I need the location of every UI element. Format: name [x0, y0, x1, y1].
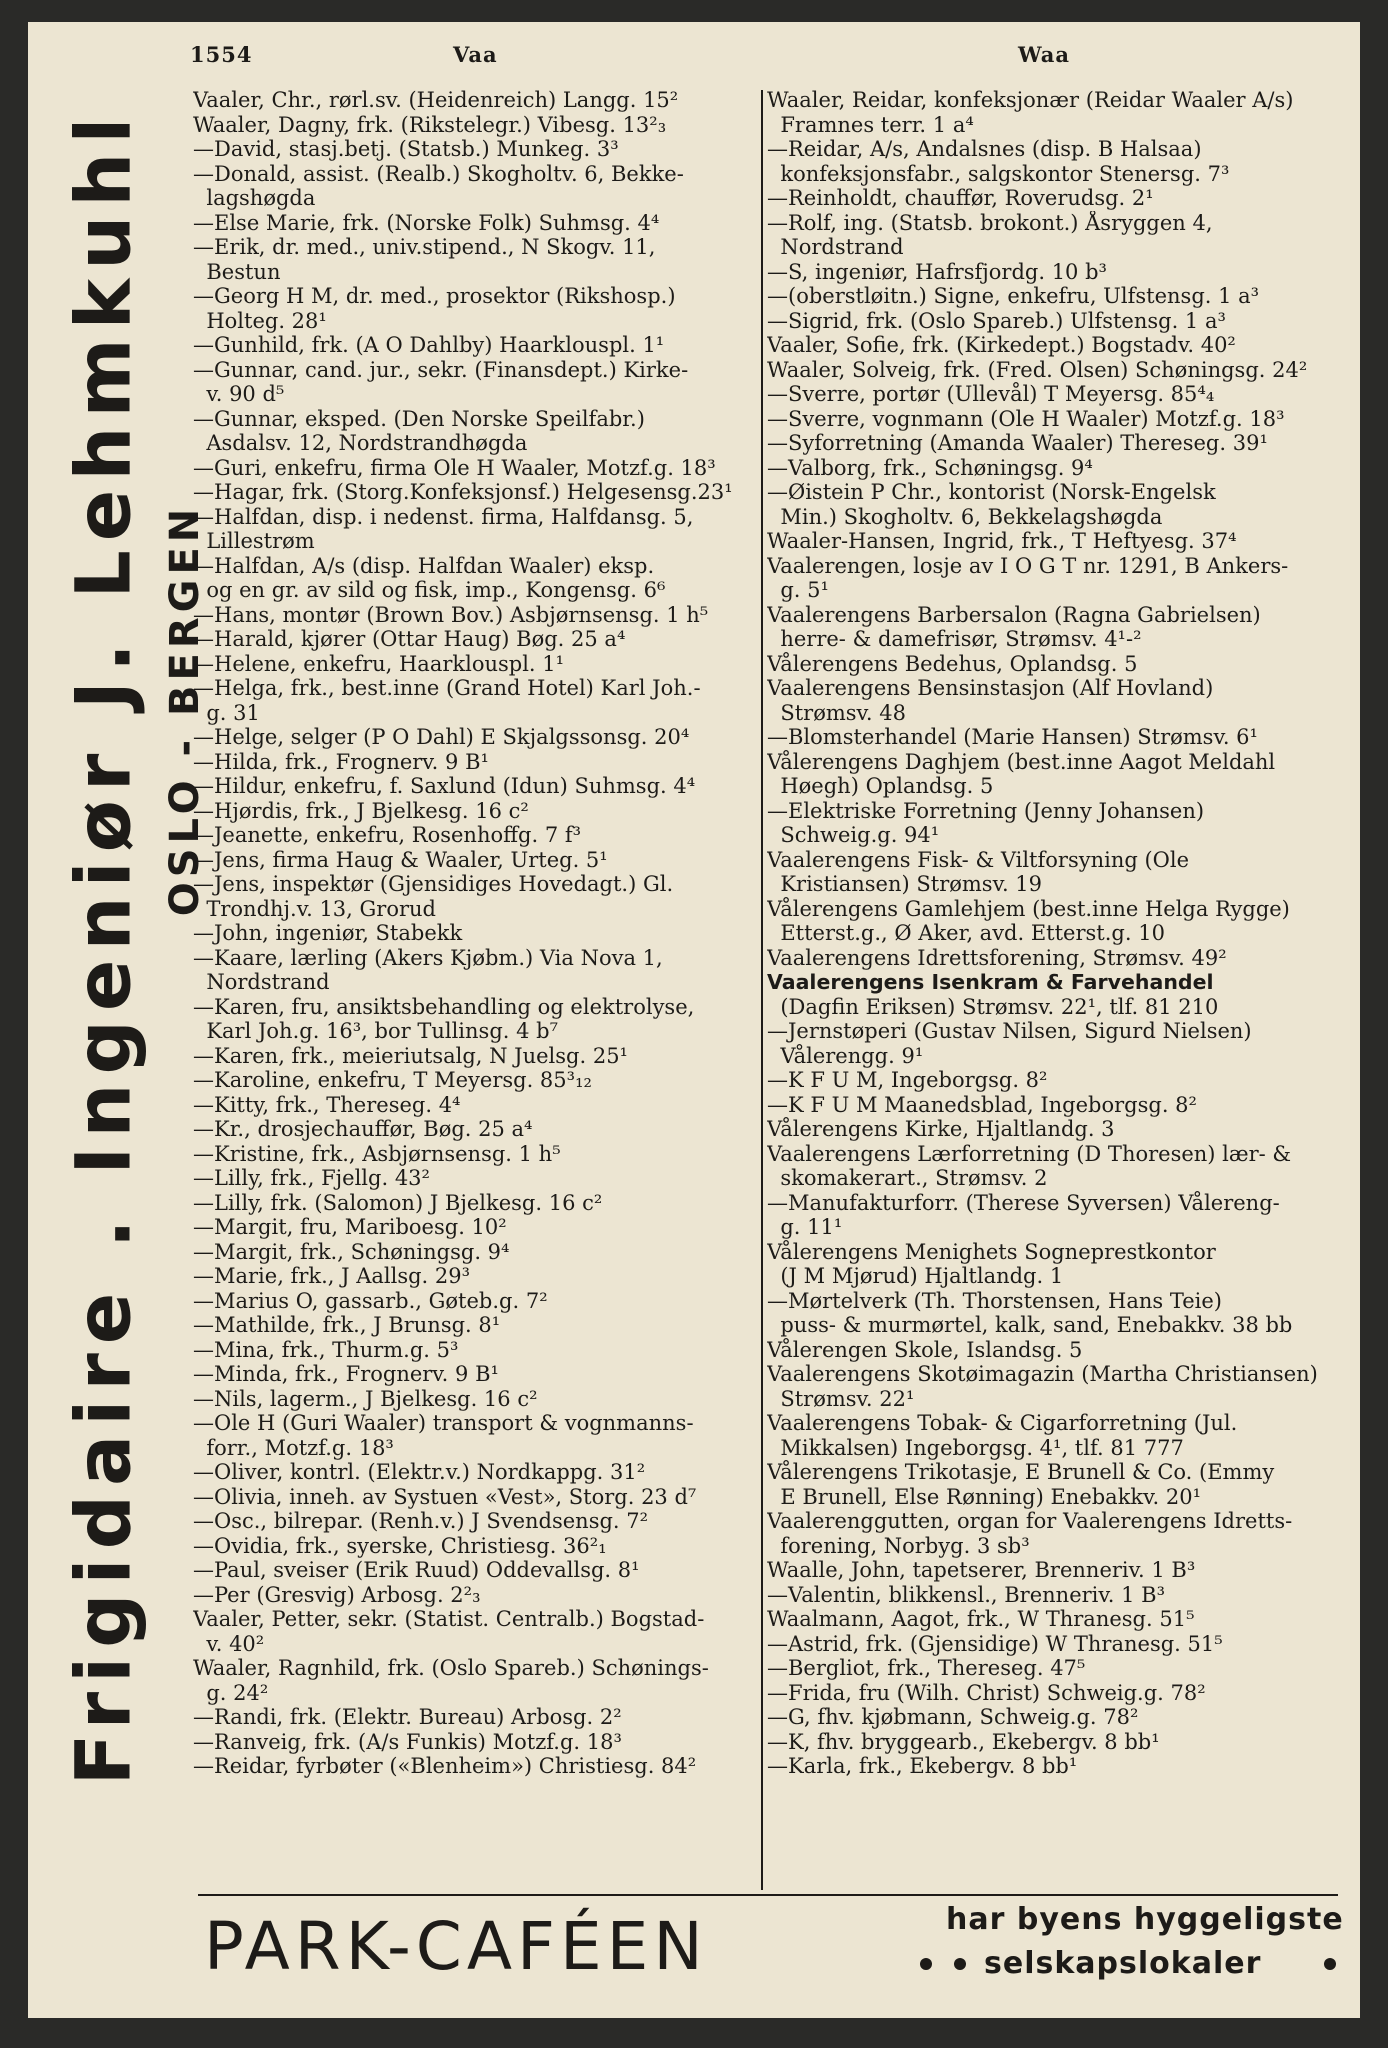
directory-entry: —Jeanette, enkefru, Rosenhoffg. 7 f³	[193, 823, 582, 847]
directory-entry: Vaalerengens Skotøimagazin (Martha Christiansen)	[767, 1362, 1318, 1386]
directory-entry: Nordstrand	[193, 970, 330, 994]
directory-entry: —Kristine, frk., Asbjørnsensg. 1 h⁵	[193, 1141, 561, 1166]
directory-entry: —Øistein P Chr., kontorist (Norsk-Engelsk	[767, 480, 1216, 504]
directory-entry: —Frida, fru (Wilh. Christ) Schweig.g. 78²	[767, 1680, 1206, 1705]
directory-entry: —Sigrid, frk. (Oslo Spareb.) Ulfstensg. 1 a³	[767, 308, 1226, 333]
directory-entry: —Marie, frk., J Aallsg. 29³	[193, 1264, 471, 1288]
directory-entry: —(oberstløitn.) Signe, enkefru, Ulfstensg. 1 a³	[767, 284, 1260, 308]
directory-entry: —Valborg, frk., Schøningsg. 9⁴	[767, 455, 1093, 480]
sidebar-sub-text: OSLO - BERGEN	[162, 504, 208, 917]
directory-entry: —Lilly, frk. (Salomon) J Bjelkesg. 16 c²	[193, 1190, 603, 1215]
directory-entry: Waaler, Reidar, konfeksjonær (Reidar Waaler A/s)	[767, 88, 1294, 112]
directory-entry: —Karoline, enkefru, T Meyersg. 85³₁₂	[193, 1068, 592, 1092]
directory-entry: Vålerengens Gamlehjem (best.inne Helga Rygge)	[767, 896, 1290, 921]
directory-entry: —Mathilde, frk., J Brunsg. 8¹	[193, 1313, 501, 1337]
directory-entry: —Hilda, frk., Frognerv. 9 B¹	[193, 749, 489, 774]
directory-entry: —Jens, firma Haug & Waaler, Urteg. 5¹	[193, 847, 608, 872]
directory-entry: —Hildur, enkefru, f. Saxlund (Idun) Suhmsg. 4⁴	[193, 774, 696, 798]
directory-entry: Vaalerengens Barbersalon (Ragna Gabrielsen)	[767, 602, 1261, 627]
directory-entry: —Oliver, kontrl. (Elektr.v.) Nordkappg. 31²	[193, 1460, 646, 1484]
directory-entry: —Harald, kjører (Ottar Haug) Bøg. 25 a⁴	[193, 627, 626, 651]
advert-divider	[198, 1894, 1338, 1896]
directory-entry: —Kaare, lærling (Akers Kjøbm.) Via Nova 1,	[193, 945, 663, 970]
directory-entry: —Syforretning (Amanda Waaler) Thereseg. 39¹	[767, 431, 1268, 455]
directory-entry: —Ovidia, frk., syerske, Christiesg. 36²₁	[193, 1533, 607, 1558]
directory-entry: —Jens, inspektør (Gjensidiges Hovedagt.) Gl.	[193, 872, 674, 896]
directory-entry: E Brunell, Else Rønning) Enebakkv. 20¹	[767, 1484, 1202, 1509]
directory-entry: —Mørtelverk (Th. Thorstensen, Hans Teie)	[767, 1288, 1222, 1313]
directory-entry: Bestun	[193, 259, 281, 284]
directory-entry: Vaalerenggutten, organ for Vaalerengens Idretts-	[767, 1509, 1293, 1533]
directory-entry: Vaaler, Chr., rørl.sv. (Heidenreich) Langg. 15²	[193, 88, 679, 112]
directory-entry: g. 31	[193, 700, 260, 725]
directory-entry: —Reidar, fyrbøter («Blenheim») Christiesg. 84²	[193, 1754, 697, 1778]
directory-entry: Waalle, John, tapetserer, Brenneriv. 1 B³	[767, 1558, 1196, 1582]
directory-entry: Vålerengens Bedehus, Oplandsg. 5	[767, 651, 1138, 676]
directory-entry: Høegh) Oplandsg. 5	[767, 774, 994, 798]
directory-entry: g. 11¹	[767, 1215, 843, 1239]
directory-entry: —Minda, frk., Frognerv. 9 B¹	[193, 1362, 499, 1386]
directory-entry: Vaaler, Petter, sekr. (Statist. Centralb.) Bogstad-	[193, 1607, 705, 1631]
directory-entry: —Else Marie, frk. (Norske Folk) Suhmsg. 4⁴	[193, 210, 660, 235]
directory-entry: Mikkalsen) Ingeborgsg. 4¹, tlf. 81 777	[767, 1435, 1184, 1460]
directory-entry: —Marius O, gassarb., Gøteb.g. 7²	[193, 1288, 548, 1313]
directory-entry: —Karla, frk., Ekebergv. 8 bb¹	[767, 1754, 1078, 1778]
left-column-title: Vaa	[453, 42, 498, 67]
directory-entry: —Astrid, frk. (Gjensidige) W Thranesg. 51⁵	[767, 1631, 1223, 1656]
directory-entry: —David, stasj.betj. (Statsb.) Munkeg. 3³	[193, 137, 619, 161]
directory-entry: Asdalsv. 12, Nordstrandhøgda	[193, 431, 528, 455]
directory-entry: konfeksjonsfabr., salgskontor Stenersg. 7³	[767, 161, 1230, 186]
directory-entry: —Nils, lagerm., J Bjelkesg. 16 c²	[193, 1386, 538, 1411]
directory-entry: —Lilly, frk., Fjellg. 43²	[193, 1166, 430, 1190]
directory-entry: Vålerengen Skole, Islandsg. 5	[767, 1337, 1083, 1362]
directory-entry: —Manufakturforr. (Therese Syversen) Vålereng-	[767, 1190, 1280, 1215]
directory-entry: Waaler-Hansen, Ingrid, frk., T Heftyesg. 37⁴	[767, 529, 1237, 553]
directory-entry: Nordstrand	[767, 235, 904, 259]
directory-entry: —Ole H (Guri Waaler) transport & vognmanns-	[193, 1411, 694, 1435]
advert-bullet	[1324, 1958, 1336, 1970]
directory-entry: Trondhj.v. 13, Grorud	[193, 896, 436, 921]
directory-entry: —Reinholdt, chauffør, Roverudsg. 2¹	[767, 186, 1154, 210]
directory-entry: Vaalerengens Idrettsforening, Strømsv. 49²	[767, 945, 1227, 970]
directory-entry: —Hjørdis, frk., J Bjelkesg. 16 c²	[193, 798, 529, 823]
directory-entry: lagshøgda	[193, 186, 316, 210]
directory-entry: Vaalerengen, losje av I O G T nr. 1291, B Ankers-	[767, 553, 1289, 578]
directory-entry: —Halfdan, A/s (disp. Halfdan Waaler) eksp.	[193, 553, 655, 578]
directory-entry: Vålerengens Kirke, Hjaltlandg. 3	[767, 1117, 1115, 1141]
directory-entry: —Hans, montør (Brown Bov.) Asbjørnsensg. 1 h⁵	[193, 602, 709, 627]
directory-entry: Vålerengens Daghjem (best.inne Aagot Meldahl	[767, 749, 1276, 774]
directory-entry: v. 40²	[193, 1631, 265, 1656]
directory-entry: g. 24²	[193, 1680, 269, 1705]
directory-entry: forr., Motzf.g. 18³	[193, 1435, 394, 1460]
directory-entry: Etterst.g., Ø Aker, avd. Etterst.g. 10	[767, 921, 1165, 945]
directory-entry: —Guri, enkefru, firma Ole H Waaler, Motzf.g. 18³	[193, 455, 716, 480]
directory-entry: Vaalerengens Bensinstasjon (Alf Hovland)	[767, 676, 1214, 700]
directory-entry: —Georg H M, dr. med., prosektor (Rikshosp.)	[193, 284, 676, 308]
directory-entry: —John, ingeniør, Stabekk	[193, 921, 463, 945]
directory-entry: —Mina, frk., Thurm.g. 5³	[193, 1337, 459, 1362]
left-column	[193, 88, 763, 1779]
directory-entry: —Elektriske Forretning (Jenny Johansen)	[767, 798, 1205, 823]
directory-entry: Vålerengg. 9¹	[767, 1043, 924, 1068]
directory-entry: —K F U M Maanedsblad, Ingeborgsg. 8²	[767, 1092, 1197, 1117]
advert-bullet	[920, 1958, 932, 1970]
directory-entry: —Karen, frk., meieriutsalg, N Juelsg. 25¹	[193, 1043, 628, 1068]
directory-entry: —Reidar, A/s, Andalsnes (disp. B Halsaa)	[767, 137, 1202, 161]
directory-entry: forening, Norbyg. 3 sb³	[767, 1533, 1030, 1558]
directory-entry: Schweig.g. 94¹	[767, 823, 940, 847]
directory-entry: —Ranveig, frk. (A/s Funkis) Motzf.g. 18³	[193, 1729, 622, 1754]
directory-entry: —Jernstøperi (Gustav Nilsen, Sigurd Nielsen)	[767, 1019, 1252, 1043]
directory-entry: Waaler, Ragnhild, frk. (Oslo Spareb.) Schønings-	[193, 1656, 709, 1680]
directory-entry: Strømsv. 48	[767, 700, 906, 725]
directory-entry: —Per (Gresvig) Arbosg. 2²₃	[193, 1582, 481, 1607]
directory-entry: Waalmann, Aagot, frk., W Thranesg. 51⁵	[767, 1607, 1195, 1631]
directory-entry: Min.) Skogholtv. 6, Bekkelagshøgda	[767, 504, 1163, 529]
directory-entry: —Margit, frk., Schøningsg. 9⁴	[193, 1239, 510, 1264]
directory-entry: —Kitty, frk., Thereseg. 4⁴	[193, 1092, 461, 1117]
directory-entry: —Helga, frk., best.inne (Grand Hotel) Karl Joh.-	[193, 676, 701, 700]
directory-page	[28, 22, 1360, 2018]
directory-entry: herre- & damefrisør, Strømsv. 4¹-²	[767, 627, 1142, 651]
directory-entry: —Hagar, frk. (Storg.Konfeksjonsf.) Helgesensg.23¹	[193, 480, 733, 504]
directory-entry: Vaalerengens Tobak- & Cigarforretning (Jul.	[767, 1411, 1238, 1435]
directory-entry: —S, ingeniør, Hafrsfjordg. 10 b³	[767, 259, 1107, 284]
page-number: 1554	[190, 42, 253, 67]
directory-entry: —Gunhild, frk. (A O Dahlby) Haarklouspl. 1¹	[193, 333, 665, 357]
advert-bullet	[954, 1958, 966, 1970]
directory-entry: Vaalerengens Lærforretning (D Thoresen) lær- &	[767, 1141, 1292, 1166]
directory-entry: —Osc., bilrepar. (Renh.v.) J Svendsensg. 7²	[193, 1509, 649, 1533]
advert-name: PARK-CAFÉEN	[204, 1908, 708, 1985]
directory-entry: (Dagfin Eriksen) Strømsv. 22¹, tlf. 81 210	[767, 994, 1219, 1019]
directory-entry: —Donald, assist. (Realb.) Skogholtv. 6, Bekke-	[193, 161, 684, 186]
directory-entry: Waaler, Dagny, frk. (Rikstelegr.) Vibesg. 13²₃	[193, 112, 667, 137]
directory-entry: —Karen, fru, ansiktsbehandling og elektrolyse,	[193, 994, 695, 1019]
directory-entry: Vaalerengens Isenkram & Farvehandel	[767, 970, 1214, 994]
directory-entry: —Paul, sveiser (Erik Ruud) Oddevallsg. 8¹	[193, 1558, 640, 1582]
directory-entry: Vaalerengens Fisk- & Viltforsyning (Ole	[767, 847, 1190, 872]
directory-entry: Framnes terr. 1 a⁴	[767, 112, 974, 137]
directory-entry: —Gunnar, cand. jur., sekr. (Finansdept.) Kirke-	[193, 357, 689, 382]
directory-entry: Vaaler, Sofie, frk. (Kirkedept.) Bogstadv. 40²	[767, 333, 1236, 357]
right-column	[767, 88, 1337, 1779]
directory-entry: Vålerengens Trikotasje, E Brunell & Co. (Emmy	[767, 1460, 1275, 1484]
directory-entry: —Valentin, blikkensl., Brenneriv. 1 B³	[767, 1582, 1165, 1607]
right-column-title: Waa	[1018, 42, 1070, 67]
directory-entry: —Rolf, ing. (Statsb. brokont.) Åsryggen 4,	[767, 210, 1213, 235]
directory-entry: —Halfdan, disp. i nedenst. firma, Halfdansg. 5,	[193, 504, 694, 529]
directory-entry: —Kr., drosjechauffør, Bøg. 25 a⁴	[193, 1117, 533, 1141]
directory-entry: Karl Joh.g. 16³, bor Tullinsg. 4 b⁷	[193, 1019, 559, 1043]
directory-entry: g. 5¹	[767, 578, 829, 602]
advert-line-1: har byens hyggeligste	[946, 1902, 1344, 1937]
directory-entry: —Helene, enkefru, Haarklouspl. 1¹	[193, 651, 565, 676]
directory-entry: og en gr. av sild og fisk, imp., Kongensg. 6⁶	[193, 578, 666, 602]
advert-line-2: selskapslokaler	[984, 1946, 1262, 1981]
directory-entry: —Blomsterhandel (Marie Hansen) Strømsv. 6¹	[767, 725, 1258, 749]
directory-entry: puss- & murmørtel, kalk, sand, Enebakkv. 38 bb	[767, 1313, 1293, 1337]
directory-entry: —Randi, frk. (Elektr. Bureau) Arbosg. 2²	[193, 1705, 622, 1729]
directory-entry: (J M Mjørud) Hjaltlandg. 1	[767, 1264, 1064, 1288]
directory-entry: v. 90 d⁵	[193, 382, 285, 406]
directory-entry: skomakerart., Strømsv. 2	[767, 1166, 1048, 1190]
sidebar-main-text: Frigidaire . Ingeniør J. Lehmkuhl	[58, 108, 148, 1786]
directory-entry: Waaler, Solveig, frk. (Fred. Olsen) Schøningsg. 24²	[767, 357, 1308, 382]
directory-entry: Holteg. 28¹	[193, 308, 327, 333]
directory-entry: —Sverre, vognmann (Ole H Waaler) Motzf.g. 18³	[767, 406, 1285, 431]
directory-entry: Lillestrøm	[193, 529, 315, 553]
column-divider	[761, 90, 763, 1890]
directory-entry: —Bergliot, frk., Thereseg. 47⁵	[767, 1656, 1086, 1680]
directory-entry: —Margit, fru, Mariboesg. 10²	[193, 1215, 507, 1239]
directory-entry: —K F U M, Ingeborgsg. 8²	[767, 1068, 1048, 1092]
directory-entry: Strømsv. 22¹	[767, 1386, 915, 1411]
directory-entry: —Gunnar, eksped. (Den Norske Speilfabr.)	[193, 406, 645, 431]
directory-entry: —Sverre, portør (Ullevål) T Meyersg. 85⁴₄	[767, 382, 1215, 406]
directory-entry: Vålerengens Menighets Sogneprestkontor	[767, 1239, 1216, 1264]
directory-entry: —Helge, selger (P O Dahl) E Skjalgssonsg. 20⁴	[193, 725, 690, 749]
directory-entry: Kristiansen) Strømsv. 19	[767, 872, 1043, 896]
directory-entry: —Erik, dr. med., univ.stipend., N Skogv. 11,	[193, 235, 656, 259]
directory-entry: —G, fhv. kjøbmann, Schweig.g. 78²	[767, 1705, 1139, 1729]
directory-entry: —K, fhv. bryggearb., Ekebergv. 8 bb¹	[767, 1729, 1160, 1754]
directory-entry: —Olivia, inneh. av Systuen «Vest», Storg. 23 d⁷	[193, 1484, 697, 1509]
sidebar-advert	[58, 102, 208, 1792]
